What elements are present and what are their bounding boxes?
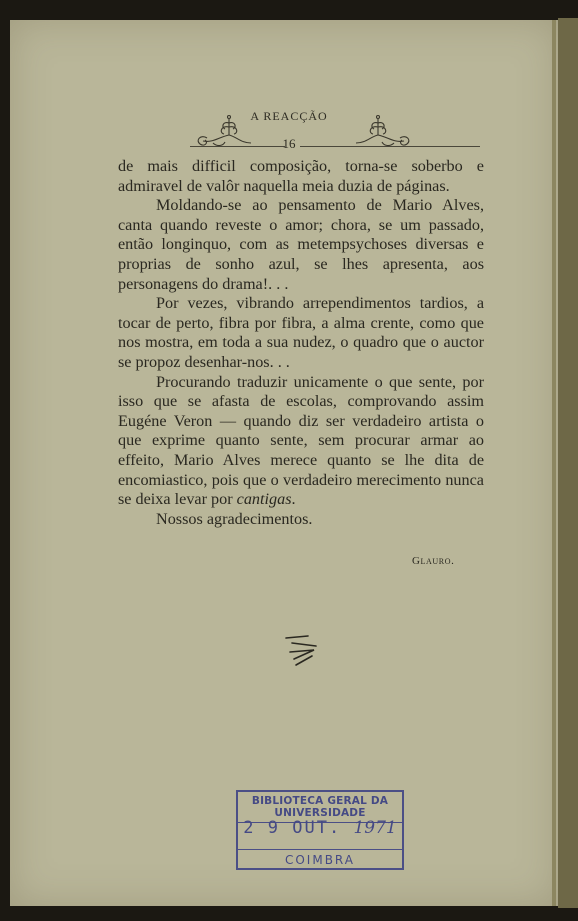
paragraph: Moldando-se ao pensamento de Mario Alves, canta quando reveste o amor; chora, se um passado, então longinquo, com as metempsychoses diversas e proprias de sonho azul, se lhes apresenta, aos personagens do drama!. . . [118,196,484,293]
stamp-date [238,818,402,838]
page-edge-shadow [552,20,556,906]
right-fleuron-ornament-icon [352,113,422,157]
paragraph-continuation: de mais difficil composição, torna-se soberbo e admiravel de valôr naquella meia duzia de páginas. [118,157,484,195]
left-fleuron-ornament-icon [193,113,263,157]
running-title: A REACÇÃO [250,109,328,123]
library-ownership-stamp [236,790,404,870]
author-signature: Glauro. [412,555,455,567]
paragraph-text: Procurando traduzir unicamente o que sente, por isso que se afasta de escolas, comprovando assim Eugéne Veron — quando diz ser verdadeiro artista o que exprime quanto sente, sem procurar armar ao effeito, Mario Alves merece quanto se lhe dita de encomiastico, pois que o verdadeiro merecimento nunca se deixa levar por [118,372,484,509]
article-text [118,157,484,529]
paragraph-closing [118,373,484,510]
tailpiece-ornament-icon [282,632,322,672]
acknowledgement-line: Nossos agradecimentos. [156,509,313,528]
stamp-date-printed: 2 9 OUT. [243,818,342,838]
page-number: 16 [282,136,296,151]
paragraph: Por vezes, vibrando arrependimentos tardios, a tocar de perto, fibra por fibra, a alma crente, como que nos mostra, em toda a sua nudez, o quadro que o auctor se propoz desenhar-nos. . . [118,294,484,371]
stamp-date-handwritten: 1971 [353,818,397,838]
stamp-library-name: BIBLIOTECA GERAL DA UNIVERSIDADE [238,795,402,823]
stamp-city: COIMBRA [238,849,402,867]
italic-word: cantigas [236,490,292,509]
italic-word-punctuation: . [291,490,296,509]
